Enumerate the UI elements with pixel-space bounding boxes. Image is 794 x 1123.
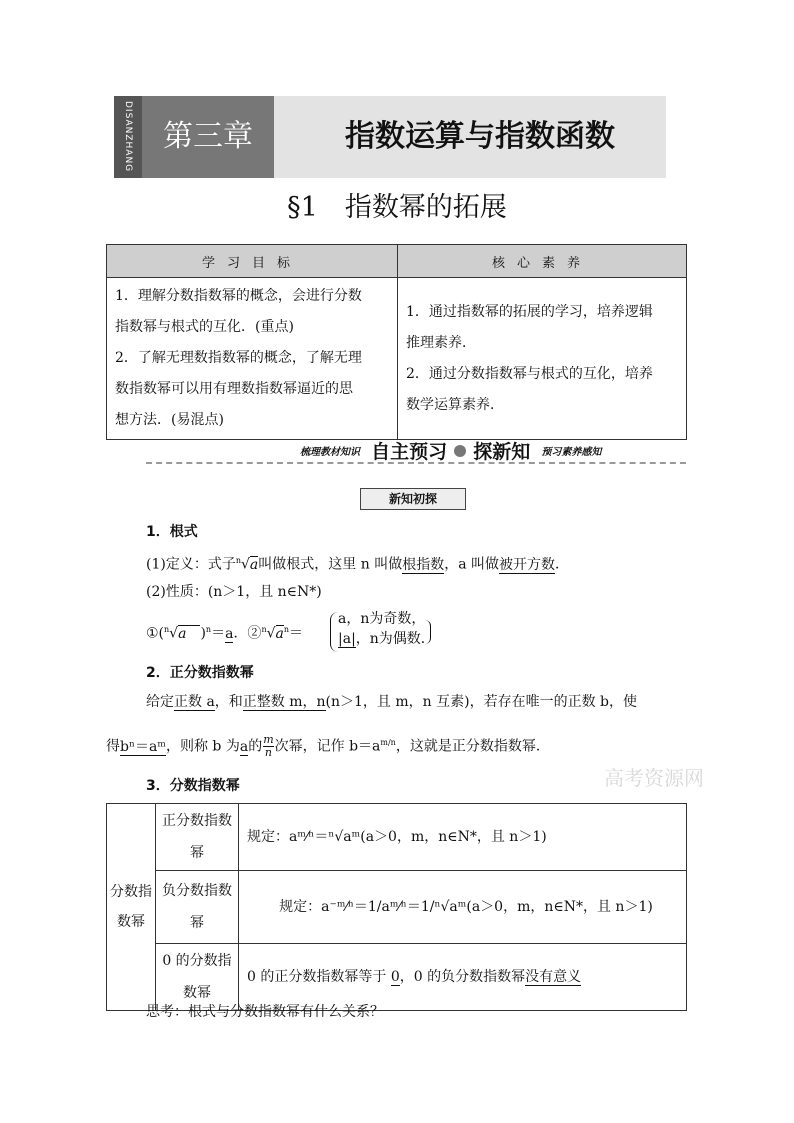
preview-band bbox=[300, 437, 700, 463]
literacy-line: 1．通过指数幂的拓展的学习，培养逻辑 bbox=[406, 303, 653, 320]
group-label-cell bbox=[107, 804, 156, 1011]
case-odd: a，n为奇数， bbox=[338, 611, 426, 627]
literacy-line: 数学运算素养． bbox=[406, 396, 504, 413]
fraction-exponent-table bbox=[106, 803, 687, 1011]
literacy-line: 推理素养． bbox=[406, 334, 476, 351]
header-learning-goals: 学习目标 bbox=[107, 245, 398, 278]
row-label-positive: 正分数指数幂 bbox=[156, 804, 239, 871]
case-even: |a|，n为偶数． bbox=[338, 631, 435, 647]
row-label-zero: 0 的分数指数幂 bbox=[156, 944, 239, 1011]
learning-goals-cell bbox=[107, 278, 398, 440]
chapter-title: 指数运算与指数函数 bbox=[345, 119, 615, 154]
row-content-zero: 0 的正分数指数幂等于 0，0 的负分数指数幂没有意义 bbox=[239, 944, 687, 1011]
radical-formula: ①($^n$√a )$^n$＝a．$②^n√a^n=$ bbox=[146, 625, 304, 642]
core-literacy-cell bbox=[398, 278, 687, 440]
positive-fraction-text-2: 得bⁿ＝aᵐ，则称 b 为a的 $\frac{m}{n}$ 次幂，记作 $b=a^{m/n}$，这就是正分数指数幂． bbox=[106, 733, 550, 760]
literacy-line: 2．通过分数指数幂与根式的互化，培养 bbox=[406, 365, 653, 382]
band-left-caption: 梳理教材知识 bbox=[300, 447, 360, 458]
band-dot-icon bbox=[454, 445, 466, 457]
section-title: §1 指数幂的拓展 bbox=[287, 192, 507, 223]
learning-goal-line: 想方法．(易混点) bbox=[115, 412, 224, 428]
radical-property: (2)性质：(n＞1，且 n∈N*) bbox=[146, 584, 322, 600]
learning-goal-line: 1．理解分数指数幂的概念，会进行分数 bbox=[115, 288, 362, 304]
band-title-1: 自主预习 bbox=[371, 441, 448, 463]
row-label-negative: 负分数指数幂 bbox=[156, 871, 239, 944]
heading-positive-fraction: 2．正分数指数幂 bbox=[146, 665, 254, 681]
header-core-literacy: 核心素养 bbox=[398, 245, 687, 278]
row-content-negative: 规定：a⁻ᵐ⁄ⁿ＝1/aᵐ⁄ⁿ＝1/ⁿ√aᵐ(a＞0，m，n∈N*，且 n＞1) bbox=[239, 871, 687, 944]
heading-radical: 1．根式 bbox=[146, 524, 198, 540]
radical-definition: (1)定义：式子$^n$√a叫做根式，这里 n 叫做根指数，a 叫做被开方数． bbox=[146, 556, 569, 573]
band-title-2: 探新知 bbox=[473, 441, 531, 463]
radical-sign-icon: √ bbox=[241, 556, 250, 573]
learning-goal-line: 指数幂与根式的互化．(重点) bbox=[115, 319, 294, 335]
section-tag: 新知初探 bbox=[360, 488, 466, 510]
row-content-positive: 规定：aᵐ⁄ⁿ＝ⁿ√aᵐ(a＞0，m，n∈N*，且 n＞1) bbox=[239, 804, 687, 871]
watermark: 高考资源网 bbox=[604, 766, 704, 790]
right-paren-icon bbox=[424, 620, 431, 644]
think-question: 思考：根式与分数指数幂有什么关系？ bbox=[146, 1004, 384, 1020]
heading-fraction-exponent: 3．分数指数幂 bbox=[146, 778, 240, 794]
positive-fraction-text-1: 给定正数 a，和正整数 m，n(n＞1，且 m，n 互素)，若存在唯一的正数 b，使 bbox=[146, 694, 637, 710]
chapter-pinyin: DISANZHANG bbox=[114, 96, 142, 178]
learning-goal-line: 2．了解无理数指数幂的概念，了解无理 bbox=[115, 350, 362, 366]
radical-sign-icon: √ bbox=[169, 625, 179, 642]
chapter-number: 第三章 bbox=[142, 96, 274, 178]
radical-sign-icon: √ bbox=[266, 625, 276, 642]
group-label: 分数指数幂 bbox=[110, 884, 152, 930]
objectives-table bbox=[106, 244, 687, 440]
band-right-caption: 预习素养感知 bbox=[541, 447, 602, 458]
learning-goal-line: 数指数幂可以用有理数指数幂逼近的思 bbox=[115, 381, 353, 397]
